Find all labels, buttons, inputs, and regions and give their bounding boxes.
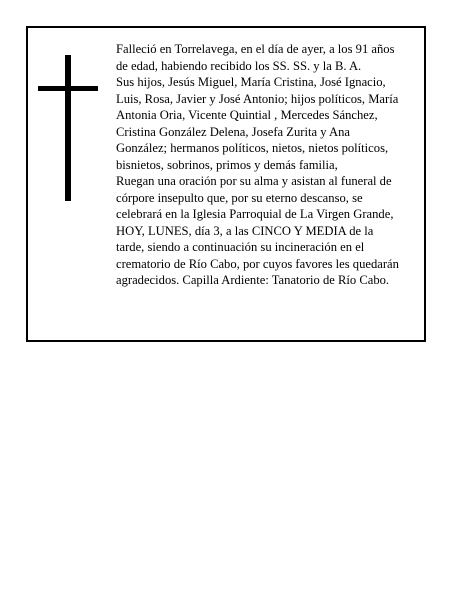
notice-line: de edad, habiendo recibido los SS. SS. y la B. A. [116, 58, 362, 73]
notice-line: agradecidos. Capilla Ardiente: Tanatorio de Río Cabo. [116, 273, 390, 287]
notice-line: celebrará en la Iglesia Parroquial de La Virgen Grande, [116, 207, 394, 221]
notice-line: Sus hijos, Jesús Miguel, María Cristina, José Ignacio, [116, 75, 386, 89]
notice-line: bisnietos, sobrinos, primos y demás familia, [116, 157, 338, 172]
cross-icon [38, 55, 98, 201]
cross-vertical-bar [65, 55, 71, 201]
notice-line: Luis, Rosa, Javier y José Antonio; hijos políticos, María [116, 91, 399, 106]
notice-line: tarde, siendo a continuación su incineración en el [116, 240, 365, 254]
notice-text [116, 41, 428, 289]
notice-line: Ruegan una oración por su alma y asistan al funeral de [116, 174, 392, 188]
notice-line: Antonia Oria, Vicente Quintial , Mercedes Sánchez, [116, 108, 378, 122]
cross-horizontal-bar [38, 86, 98, 91]
notice-line: González; hermanos políticos, nietos, nietos políticos, [116, 141, 389, 155]
obituary-notice [26, 26, 426, 342]
notice-line: Cristina González Delena, Josefa Zurita y Ana [116, 124, 350, 139]
notice-line: HOY, LUNES, día 3, a las CINCO Y MEDIA de la [116, 223, 374, 238]
notice-line: Falleció en Torrelavega, en el día de ayer, a los 91 años [116, 42, 395, 56]
notice-line: córpore insepulto que, por su eterno descanso, se [116, 190, 363, 205]
notice-line: crematorio de Río Cabo, por cuyos favores les quedarán [116, 256, 399, 271]
